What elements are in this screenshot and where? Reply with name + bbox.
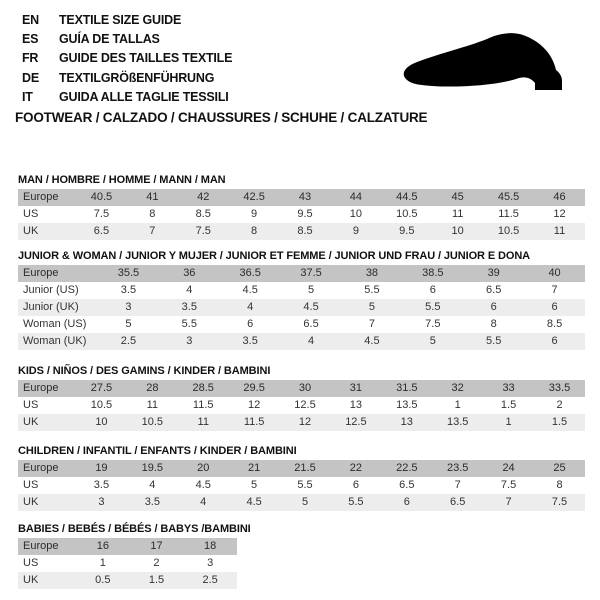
size-cell: 5 <box>402 333 463 350</box>
size-cell: 41 <box>127 189 178 206</box>
size-cell: 13 <box>381 414 432 431</box>
size-cell: 4 <box>281 333 342 350</box>
table-row <box>18 538 237 555</box>
row-label: Junior (UK) <box>18 299 98 316</box>
size-cell: 9 <box>251 208 258 220</box>
size-cell: 5 <box>251 479 258 491</box>
row-label: UK <box>18 494 76 511</box>
row-label: Junior (US) <box>23 284 79 296</box>
size-cell: 31.5 <box>381 380 432 397</box>
size-cell: 11.5 <box>498 208 519 220</box>
size-cell: 19.5 <box>127 460 178 477</box>
language-row <box>22 88 232 107</box>
size-table-junior-woman <box>18 265 585 350</box>
table-title: JUNIOR & WOMAN / JUNIOR Y MUJER / JUNIOR ET FEMME / JUNIOR UND FRAU / JUNIOR E DONA <box>18 250 531 262</box>
size-cell: 5.5 <box>330 494 381 511</box>
size-cell: 8.5 <box>195 208 211 220</box>
size-cell: 12 <box>553 208 566 220</box>
table-row <box>18 494 585 511</box>
size-cell: 6.5 <box>432 494 483 511</box>
size-cell: 11 <box>178 414 229 431</box>
row-label: Europe <box>18 380 76 397</box>
language-row <box>22 11 232 30</box>
size-cell: 17 <box>130 538 184 555</box>
size-cell: 21 <box>229 460 280 477</box>
size-cell: 5 <box>342 299 403 316</box>
size-cell: 3.5 <box>120 284 137 296</box>
size-cell: 28.5 <box>178 380 229 397</box>
size-section-man <box>18 175 585 240</box>
size-cell: 6 <box>524 333 585 350</box>
table-row <box>18 555 237 572</box>
size-cell: 7.5 <box>93 208 110 220</box>
size-cell: 3.5 <box>220 333 281 350</box>
table-title: CHILDREN / INFANTIL / ENFANTS / KINDER / BAMBINI <box>18 445 297 457</box>
table-row <box>18 265 585 282</box>
row-label: US <box>23 557 39 569</box>
size-cell: 25 <box>534 460 585 477</box>
size-cell: 13 <box>349 399 363 411</box>
size-cell: 36 <box>159 265 220 282</box>
table-row <box>18 299 585 316</box>
size-cell: 10.5 <box>396 208 418 220</box>
size-section-children <box>18 446 585 511</box>
size-cell: 40.5 <box>76 189 127 206</box>
size-cell: 32 <box>432 380 483 397</box>
row-label: Woman (UK) <box>18 333 98 350</box>
size-cell: 5 <box>125 318 132 330</box>
table-title: KIDS / NIÑOS / DES GAMINS / KINDER / BAMBINI <box>18 365 271 377</box>
size-cell: 8.5 <box>280 223 331 240</box>
size-cell: 7 <box>127 223 178 240</box>
size-cell: 6.5 <box>399 479 415 491</box>
size-cell: 3.5 <box>93 479 110 491</box>
size-cell: 12.5 <box>294 399 316 411</box>
size-cell: 10 <box>432 223 483 240</box>
size-cell: 10.5 <box>127 414 178 431</box>
size-table-babies <box>18 538 237 589</box>
language-code: FR <box>22 51 39 66</box>
size-cell: 6.5 <box>76 223 127 240</box>
size-cell: 9 <box>330 223 381 240</box>
size-cell: 11.5 <box>192 399 214 411</box>
size-cell: 4.5 <box>229 494 280 511</box>
size-cell: 7.5 <box>534 494 585 511</box>
size-cell: 7.5 <box>425 318 441 330</box>
size-cell: 3.5 <box>159 299 220 316</box>
size-section-babies <box>18 524 585 589</box>
size-cell: 30 <box>280 380 331 397</box>
size-cell: 16 <box>76 538 130 555</box>
size-cell: 2 <box>556 399 563 411</box>
size-cell: 5 <box>280 494 331 511</box>
size-cell: 8 <box>490 318 497 330</box>
size-cell: 7 <box>483 494 534 511</box>
row-label: US <box>23 479 39 491</box>
language-label: GUIDA ALLE TAGLIE TESSILI <box>59 89 229 104</box>
size-cell: 29.5 <box>229 380 280 397</box>
size-cell: 6 <box>247 318 254 330</box>
size-cell: 1.5 <box>534 414 585 431</box>
size-cell: 5.5 <box>364 284 380 296</box>
size-cell: 43 <box>280 189 331 206</box>
size-cell: 3 <box>159 333 220 350</box>
size-table-man <box>18 189 585 240</box>
size-cell: 4 <box>178 494 229 511</box>
size-cell: 19 <box>76 460 127 477</box>
size-cell: 45 <box>432 189 483 206</box>
size-cell: 10.5 <box>90 399 113 411</box>
language-code: EN <box>22 13 39 27</box>
size-cell: 9.5 <box>381 223 432 240</box>
table-row <box>18 223 585 240</box>
size-cell: 11 <box>534 223 585 240</box>
size-cell: 12 <box>247 399 261 411</box>
size-cell: 5.5 <box>463 333 524 350</box>
size-cell: 4.5 <box>242 284 258 296</box>
table-row <box>18 460 585 477</box>
size-cell: 38.5 <box>402 265 463 282</box>
size-cell: 7 <box>551 284 558 296</box>
size-cell: 11 <box>451 208 464 220</box>
table-row <box>18 572 237 589</box>
size-cell: 2 <box>153 557 160 569</box>
row-label: Europe <box>18 538 76 555</box>
size-cell: 33.5 <box>534 380 585 397</box>
size-cell: 6.5 <box>303 318 319 330</box>
size-cell: 5 <box>308 284 315 296</box>
size-cell: 6 <box>524 299 585 316</box>
row-label: UK <box>18 414 76 431</box>
size-cell: 24 <box>483 460 534 477</box>
size-cell: 6 <box>352 479 359 491</box>
size-cell: 7 <box>454 479 461 491</box>
size-cell: 7 <box>368 318 375 330</box>
size-cell: 4 <box>220 299 281 316</box>
table-title: BABIES / BEBÉS / BÉBÉS / BABYS /BAMBINI <box>18 523 251 535</box>
size-cell: 33 <box>483 380 534 397</box>
size-cell: 38 <box>342 265 403 282</box>
size-cell: 12 <box>280 414 331 431</box>
row-label: Woman (US) <box>23 318 87 330</box>
row-label: Europe <box>18 460 76 477</box>
size-cell: 22.5 <box>381 460 432 477</box>
size-cell: 1 <box>454 399 461 411</box>
table-row <box>18 189 585 206</box>
table-title: MAN / HOMBRE / HOMME / MANN / MAN <box>18 174 226 186</box>
row-label: US <box>23 399 39 411</box>
row-label: UK <box>18 223 76 240</box>
size-cell: 7.5 <box>178 223 229 240</box>
language-label: GUÍA DE TALLAS <box>59 32 160 47</box>
size-cell: 5.5 <box>297 479 313 491</box>
table-row <box>18 380 585 397</box>
size-cell: 18 <box>183 538 237 555</box>
size-cell: 40 <box>524 265 585 282</box>
size-cell: 3 <box>207 557 214 569</box>
size-cell: 6.5 <box>486 284 502 296</box>
size-cell: 6 <box>429 284 436 296</box>
size-cell: 7.5 <box>500 479 517 491</box>
size-section-junior-woman <box>18 251 585 350</box>
row-label: Europe <box>18 189 76 206</box>
size-cell: 39 <box>463 265 524 282</box>
size-cell: 10.5 <box>483 223 534 240</box>
table-row <box>18 316 585 333</box>
table-row <box>18 397 585 414</box>
language-list <box>22 11 232 107</box>
language-code: ES <box>22 32 39 47</box>
size-cell: 1 <box>483 414 534 431</box>
size-cell: 42 <box>178 189 229 206</box>
size-cell: 46 <box>534 189 585 206</box>
size-cell: 42.5 <box>229 189 280 206</box>
dress-shoe-icon <box>397 29 575 95</box>
size-cell: 8 <box>149 208 156 220</box>
language-row <box>22 69 232 88</box>
size-cell: 8.5 <box>546 318 563 330</box>
size-section-kids <box>18 366 585 431</box>
size-cell: 28 <box>127 380 178 397</box>
size-cell: 11.5 <box>229 414 280 431</box>
size-cell: 6 <box>381 494 432 511</box>
size-cell: 8 <box>229 223 280 240</box>
size-cell: 13.5 <box>432 414 483 431</box>
size-cell: 5.5 <box>402 299 463 316</box>
language-row <box>22 49 232 68</box>
size-cell: 31 <box>330 380 381 397</box>
size-cell: 3 <box>98 299 159 316</box>
size-cell: 37.5 <box>281 265 342 282</box>
size-cell: 6 <box>463 299 524 316</box>
language-code: IT <box>22 89 33 104</box>
size-cell: 4.5 <box>281 299 342 316</box>
table-row <box>18 477 585 494</box>
size-cell: 5.5 <box>181 318 197 330</box>
size-cell: 10 <box>76 414 127 431</box>
size-cell: 8 <box>556 479 563 491</box>
size-cell: 3.5 <box>127 494 178 511</box>
size-cell: 21.5 <box>280 460 331 477</box>
size-cell: 36.5 <box>220 265 281 282</box>
size-cell: 3 <box>76 494 127 511</box>
size-table-children <box>18 460 585 511</box>
category-title: FOOTWEAR / CALZADO / CHAUSSURES / SCHUHE / CALZATURE <box>15 110 428 125</box>
size-cell: 20 <box>178 460 229 477</box>
size-cell: 2.5 <box>98 333 159 350</box>
row-label: US <box>23 208 39 220</box>
language-row <box>22 30 232 49</box>
table-row <box>18 206 585 223</box>
size-cell: 2.5 <box>183 572 237 589</box>
language-label: TEXTILGRÖßENFÜHRUNG <box>59 70 215 85</box>
table-row <box>18 282 585 299</box>
size-cell: 11 <box>146 399 159 411</box>
size-cell: 10 <box>349 208 363 220</box>
size-cell: 35.5 <box>98 265 159 282</box>
size-table-kids <box>18 380 585 431</box>
language-label: GUIDE DES TAILLES TEXTILE <box>59 51 233 66</box>
table-row <box>18 414 585 431</box>
size-cell: 22 <box>330 460 381 477</box>
size-cell: 13.5 <box>396 399 418 411</box>
size-cell: 4.5 <box>342 333 403 350</box>
table-row <box>18 333 585 350</box>
size-cell: 4.5 <box>195 479 211 491</box>
size-cell: 45.5 <box>483 189 534 206</box>
size-cell: 0.5 <box>76 572 130 589</box>
size-cell: 9.5 <box>297 208 313 220</box>
row-label: Europe <box>18 265 98 282</box>
size-cell: 44.5 <box>381 189 432 206</box>
language-code: DE <box>22 70 39 85</box>
size-cell: 1 <box>99 557 106 569</box>
size-cell: 27.5 <box>76 380 127 397</box>
size-cell: 1.5 <box>130 572 184 589</box>
size-cell: 1.5 <box>500 399 517 411</box>
language-label: TEXTILE SIZE GUIDE <box>59 13 182 27</box>
size-cell: 12.5 <box>330 414 381 431</box>
size-cell: 4 <box>149 479 156 491</box>
size-cell: 4 <box>186 284 193 296</box>
row-label: UK <box>18 572 76 589</box>
size-cell: 23.5 <box>432 460 483 477</box>
size-cell: 44 <box>330 189 381 206</box>
